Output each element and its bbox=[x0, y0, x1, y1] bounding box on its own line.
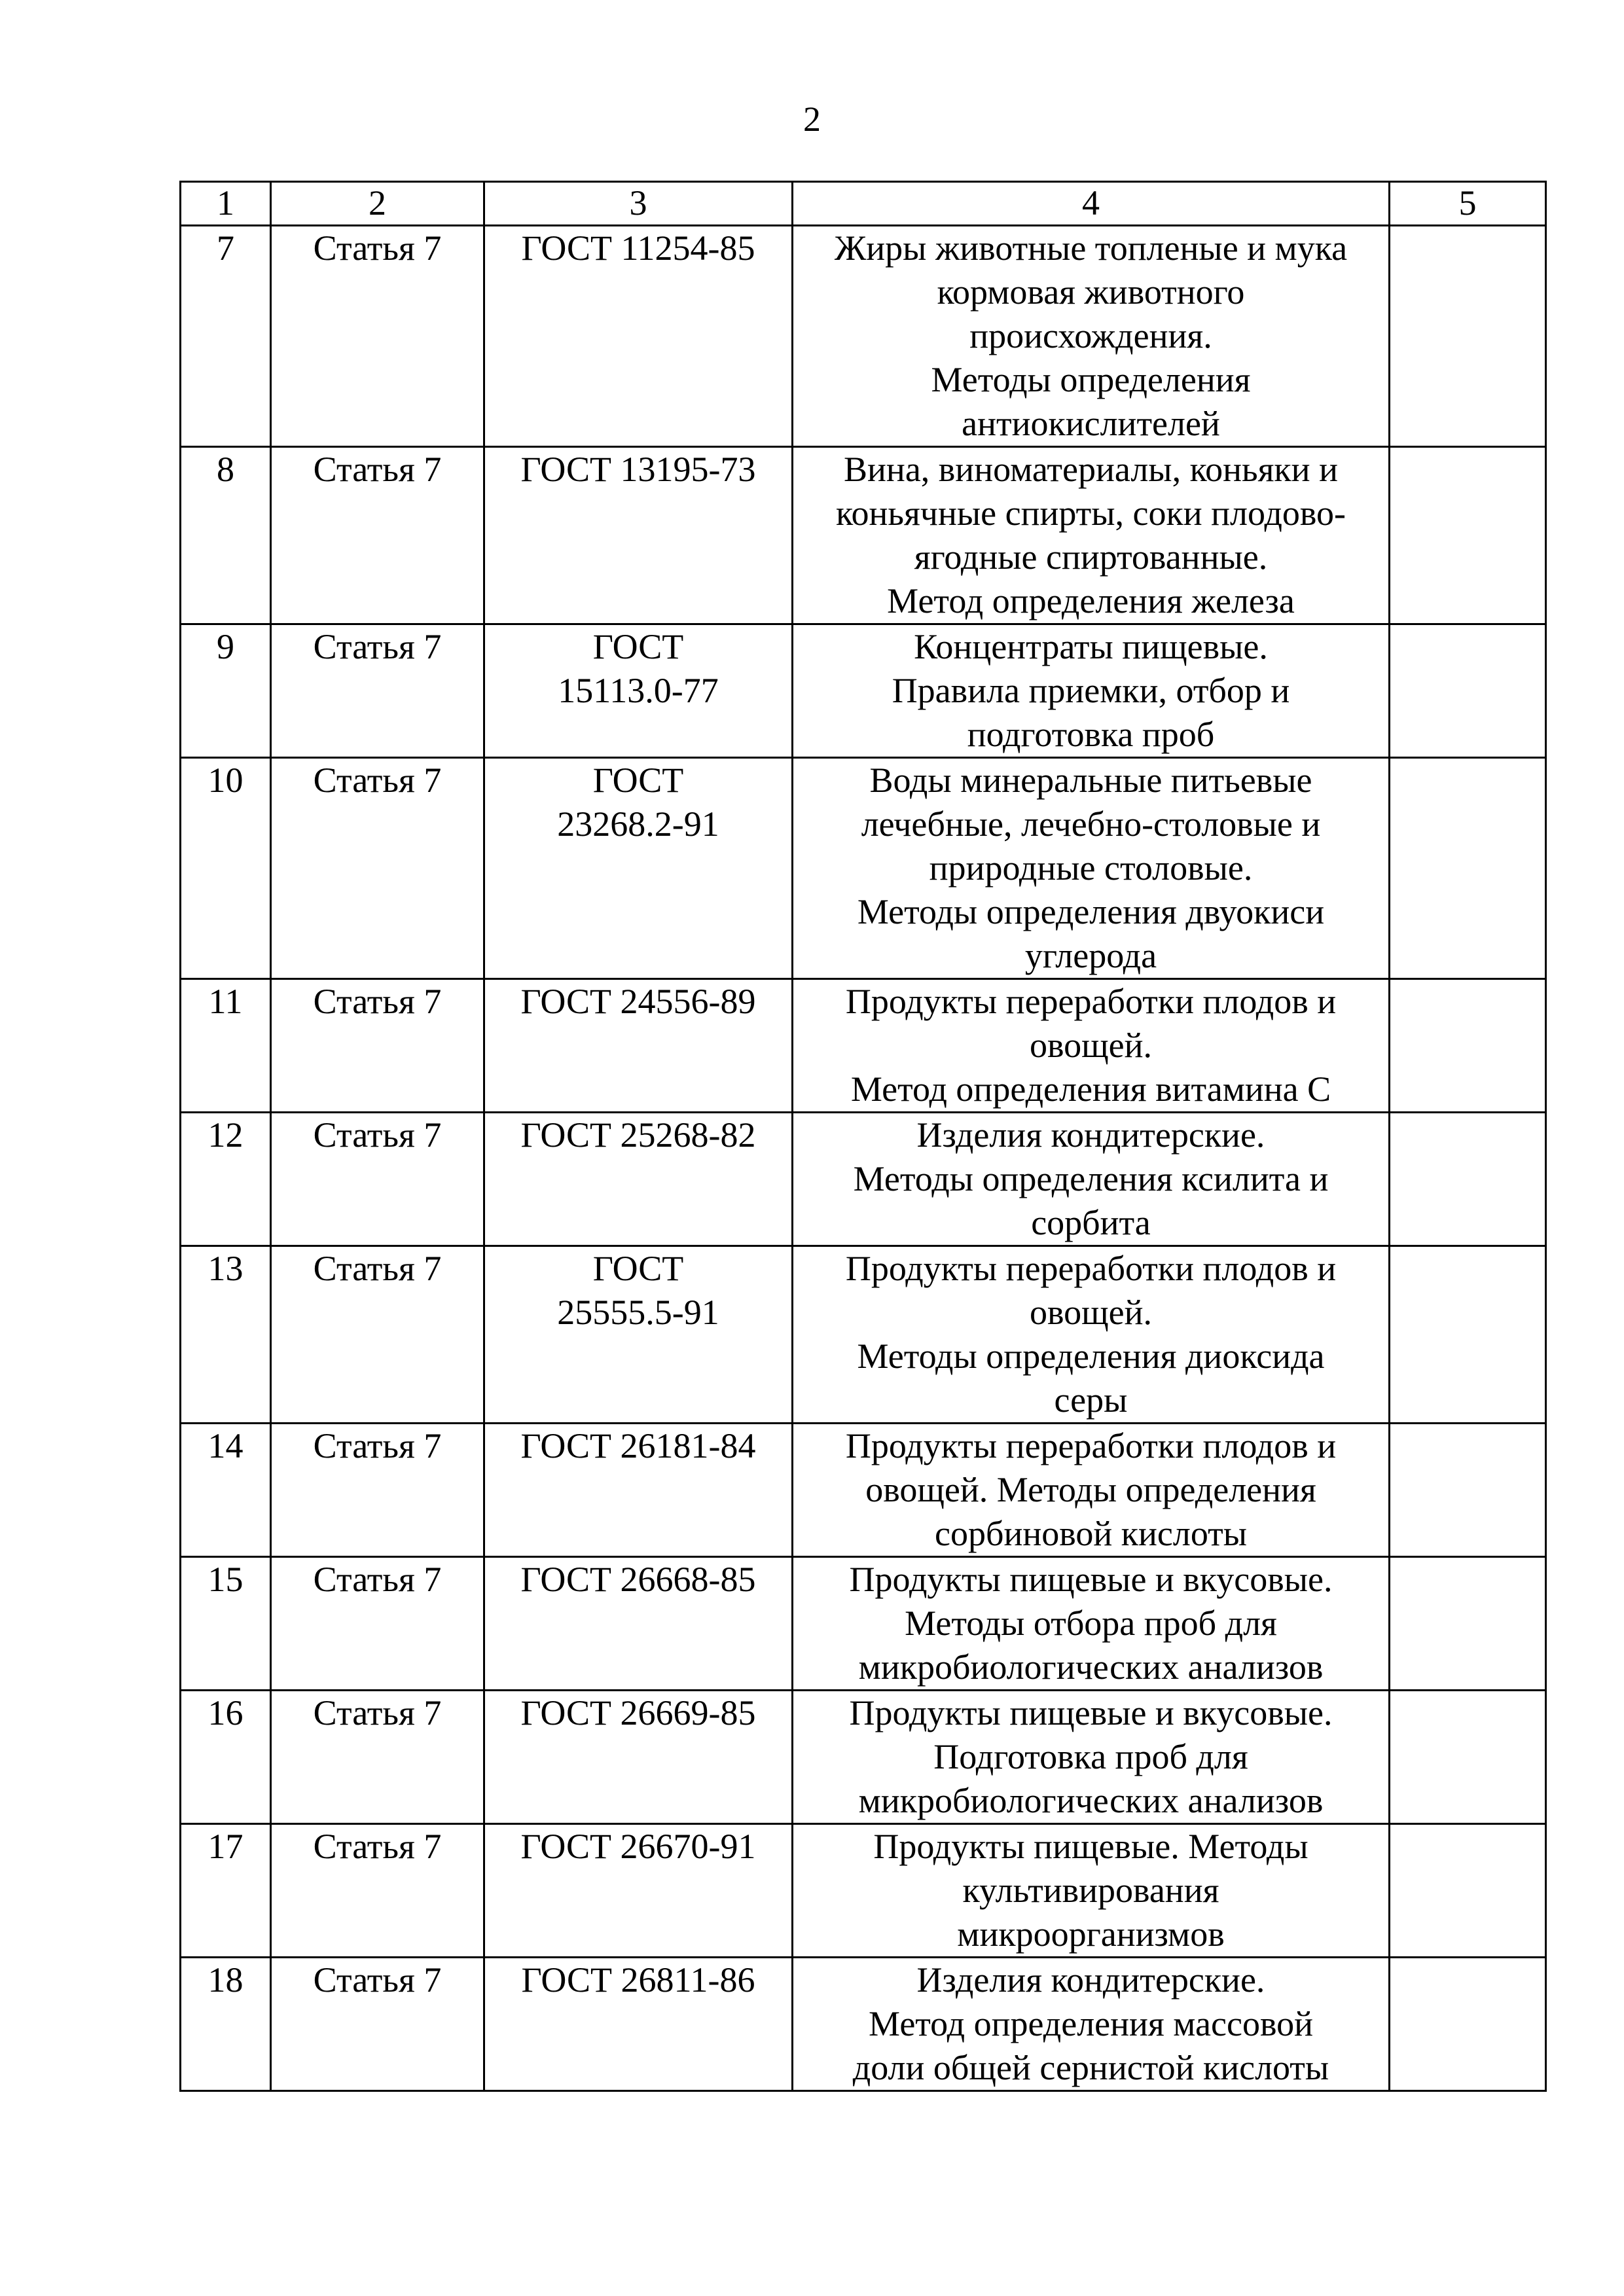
description-line: микроорганизмов bbox=[957, 1914, 1225, 1954]
gost-line: ГОСТ 25268-82 bbox=[520, 1115, 756, 1155]
description-line: Продукты переработки плодов и bbox=[845, 982, 1337, 1021]
table-row bbox=[181, 1824, 1546, 1958]
gost-cell bbox=[484, 1691, 793, 1824]
column-5-cell bbox=[1390, 979, 1546, 1113]
description-line: кормовая животного bbox=[937, 272, 1245, 312]
description-line: ягодные спиртованные. bbox=[914, 537, 1268, 577]
description-cell bbox=[793, 1424, 1390, 1557]
description-line: Подготовка проб для bbox=[933, 1737, 1248, 1776]
description-cell bbox=[793, 1113, 1390, 1246]
description-cell bbox=[793, 447, 1390, 624]
header-cell-1: 1 bbox=[181, 182, 271, 226]
description-line: коньячные спирты, соки плодово- bbox=[835, 493, 1346, 533]
column-5-cell bbox=[1390, 1557, 1546, 1691]
column-5-cell bbox=[1390, 1824, 1546, 1958]
description-cell bbox=[793, 979, 1390, 1113]
description-line: углерода bbox=[1024, 936, 1157, 975]
description-line: Вина, виноматериалы, коньяки и bbox=[844, 450, 1338, 489]
gost-cell bbox=[484, 1557, 793, 1691]
description-line: сорбиновой кислоты bbox=[935, 1514, 1247, 1553]
gost-line: ГОСТ bbox=[592, 761, 684, 800]
gost-line: ГОСТ 13195-73 bbox=[520, 450, 756, 489]
column-5-cell bbox=[1390, 447, 1546, 624]
description-line: Методы определения двуокиси bbox=[857, 892, 1325, 931]
row-number-cell: 16 bbox=[181, 1691, 271, 1824]
gost-line: ГОСТ bbox=[592, 1249, 684, 1288]
gost-cell bbox=[484, 758, 793, 979]
description-line: происхождения. bbox=[969, 316, 1212, 355]
description-line: Метод определения витамина С bbox=[850, 1069, 1331, 1109]
gost-line: ГОСТ 26670-91 bbox=[520, 1827, 756, 1866]
description-line: Продукты переработки плодов и bbox=[845, 1426, 1337, 1465]
description-line: Продукты переработки плодов и bbox=[845, 1249, 1337, 1288]
article-cell: Статья 7 bbox=[271, 1691, 484, 1824]
header-cell-4: 4 bbox=[793, 182, 1390, 226]
row-number-cell: 13 bbox=[181, 1246, 271, 1424]
article-cell: Статья 7 bbox=[271, 447, 484, 624]
gost-cell bbox=[484, 979, 793, 1113]
table-row bbox=[181, 1691, 1546, 1824]
description-line: антиокислителей bbox=[962, 404, 1220, 443]
row-number-cell: 7 bbox=[181, 226, 271, 447]
standards-table bbox=[179, 181, 1547, 2092]
gost-line: ГОСТ 24556-89 bbox=[520, 982, 756, 1021]
gost-cell bbox=[484, 447, 793, 624]
description-line: культивирования bbox=[962, 1871, 1219, 1910]
table-row bbox=[181, 1246, 1546, 1424]
description-line: овощей. bbox=[1029, 1026, 1153, 1065]
row-number-cell: 11 bbox=[181, 979, 271, 1113]
table-row bbox=[181, 624, 1546, 758]
description-line: Методы определения bbox=[931, 360, 1251, 399]
article-cell: Статья 7 bbox=[271, 1424, 484, 1557]
article-cell: Статья 7 bbox=[271, 1557, 484, 1691]
row-number-cell: 8 bbox=[181, 447, 271, 624]
description-cell bbox=[793, 1691, 1390, 1824]
table-row bbox=[181, 226, 1546, 447]
row-number-cell: 15 bbox=[181, 1557, 271, 1691]
description-line: микробиологических анализов bbox=[858, 1781, 1324, 1820]
description-cell bbox=[793, 624, 1390, 758]
description-line: подготовка проб bbox=[967, 715, 1215, 754]
description-line: Изделия кондитерские. bbox=[916, 1115, 1265, 1155]
row-number-cell: 18 bbox=[181, 1958, 271, 2091]
row-number-cell: 12 bbox=[181, 1113, 271, 1246]
article-cell: Статья 7 bbox=[271, 758, 484, 979]
row-number-cell: 10 bbox=[181, 758, 271, 979]
description-line: Изделия кондитерские. bbox=[916, 1960, 1265, 2000]
column-5-cell bbox=[1390, 1113, 1546, 1246]
description-line: Метод определения железа bbox=[887, 581, 1295, 620]
header-cell-5: 5 bbox=[1390, 182, 1546, 226]
description-line: Воды минеральные питьевые bbox=[869, 761, 1312, 800]
description-line: природные столовые. bbox=[929, 848, 1253, 888]
description-cell bbox=[793, 1958, 1390, 2091]
gost-cell bbox=[484, 1958, 793, 2091]
column-5-cell bbox=[1390, 1246, 1546, 1424]
gost-line: ГОСТ 26811-86 bbox=[521, 1960, 755, 2000]
gost-cell bbox=[484, 1113, 793, 1246]
description-line: Метод определения массовой bbox=[869, 2004, 1313, 2043]
article-cell: Статья 7 bbox=[271, 624, 484, 758]
gost-cell bbox=[484, 624, 793, 758]
article-cell: Статья 7 bbox=[271, 226, 484, 447]
column-5-cell bbox=[1390, 226, 1546, 447]
description-line: сорбита bbox=[1031, 1203, 1151, 1242]
description-line: Продукты пищевые и вкусовые. bbox=[849, 1693, 1333, 1732]
description-line: Продукты пищевые и вкусовые. bbox=[849, 1560, 1333, 1599]
row-number-cell: 14 bbox=[181, 1424, 271, 1557]
gost-line: ГОСТ 26669-85 bbox=[520, 1693, 756, 1732]
description-line: Продукты пищевые. Методы bbox=[873, 1827, 1308, 1866]
row-number-cell: 9 bbox=[181, 624, 271, 758]
article-cell: Статья 7 bbox=[271, 1958, 484, 2091]
gost-line: 15113.0-77 bbox=[558, 671, 719, 710]
page-number: 2 bbox=[803, 99, 821, 139]
table-row bbox=[181, 1958, 1546, 2091]
column-5-cell bbox=[1390, 1424, 1546, 1557]
header-cell-3: 3 bbox=[484, 182, 793, 226]
description-line: Жиры животные топленые и мука bbox=[834, 228, 1348, 268]
description-line: Методы определения ксилита и bbox=[853, 1159, 1329, 1198]
description-cell bbox=[793, 226, 1390, 447]
description-cell bbox=[793, 1246, 1390, 1424]
article-cell: Статья 7 bbox=[271, 979, 484, 1113]
description-cell bbox=[793, 758, 1390, 979]
column-5-cell bbox=[1390, 1691, 1546, 1824]
description-line: доли общей сернистой кислоты bbox=[852, 2048, 1329, 2087]
gost-line: ГОСТ 11254-85 bbox=[521, 228, 755, 268]
row-number-cell: 17 bbox=[181, 1824, 271, 1958]
description-line: микробиологических анализов bbox=[858, 1647, 1324, 1687]
description-line: Методы отбора проб для bbox=[905, 1604, 1277, 1643]
article-cell: Статья 7 bbox=[271, 1246, 484, 1424]
description-line: овощей. Методы определения bbox=[865, 1470, 1316, 1509]
gost-cell bbox=[484, 1824, 793, 1958]
table-header-row bbox=[181, 182, 1546, 226]
table-row bbox=[181, 979, 1546, 1113]
article-cell: Статья 7 bbox=[271, 1113, 484, 1246]
column-5-cell bbox=[1390, 1958, 1546, 2091]
gost-line: 25555.5-91 bbox=[557, 1293, 719, 1332]
article-cell: Статья 7 bbox=[271, 1824, 484, 1958]
table-row bbox=[181, 1424, 1546, 1557]
table-row bbox=[181, 1113, 1546, 1246]
table-row bbox=[181, 447, 1546, 624]
gost-line: ГОСТ bbox=[592, 627, 684, 666]
gost-line: 23268.2-91 bbox=[557, 804, 719, 844]
column-5-cell bbox=[1390, 758, 1546, 979]
description-line: серы bbox=[1054, 1380, 1128, 1420]
description-line: овощей. bbox=[1029, 1293, 1153, 1332]
gost-cell bbox=[484, 226, 793, 447]
gost-line: ГОСТ 26181-84 bbox=[520, 1426, 756, 1465]
description-line: Правила приемки, отбор и bbox=[892, 671, 1290, 710]
table-row bbox=[181, 1557, 1546, 1691]
description-line: лечебные, лечебно-столовые и bbox=[861, 804, 1321, 844]
description-cell bbox=[793, 1557, 1390, 1691]
column-5-cell bbox=[1390, 624, 1546, 758]
table-row bbox=[181, 758, 1546, 979]
gost-cell bbox=[484, 1424, 793, 1557]
description-cell bbox=[793, 1824, 1390, 1958]
description-line: Концентраты пищевые. bbox=[914, 627, 1268, 666]
gost-line: ГОСТ 26668-85 bbox=[520, 1560, 756, 1599]
gost-cell bbox=[484, 1246, 793, 1424]
description-line: Методы определения диоксида bbox=[857, 1336, 1325, 1376]
header-cell-2: 2 bbox=[271, 182, 484, 226]
